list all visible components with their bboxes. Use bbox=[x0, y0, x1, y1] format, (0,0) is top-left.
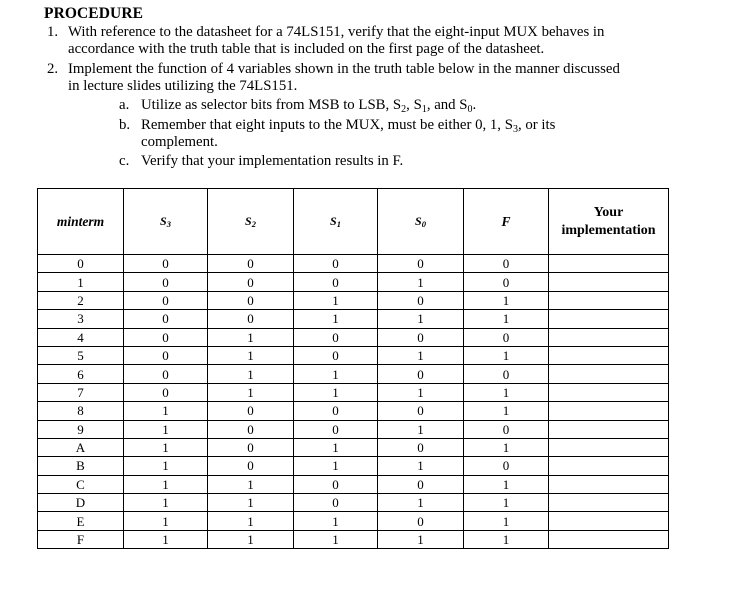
item-2-number: 2. bbox=[47, 61, 59, 77]
cell-s0: 0 bbox=[378, 402, 464, 420]
sub-item-b-line-1: Remember that eight inputs to the MUX, must be either 0, 1, $S_3$, or its bbox=[141, 117, 556, 135]
cell-f: 0 bbox=[464, 457, 549, 475]
cell-s2: 0 bbox=[208, 255, 294, 273]
cell-minterm: D bbox=[38, 494, 124, 512]
sub-item-b-line-2: complement. bbox=[141, 134, 218, 150]
cell-implementation[interactable] bbox=[549, 383, 669, 401]
cell-s0: 1 bbox=[378, 310, 464, 328]
cell-implementation[interactable] bbox=[549, 457, 669, 475]
cell-minterm: A bbox=[38, 438, 124, 456]
table-body bbox=[38, 255, 669, 549]
cell-minterm: 2 bbox=[38, 291, 124, 309]
table-row bbox=[38, 438, 669, 456]
cell-s2: 0 bbox=[208, 273, 294, 291]
cell-s3: 0 bbox=[124, 310, 208, 328]
cell-s1: 1 bbox=[294, 530, 378, 548]
cell-s0: 1 bbox=[378, 383, 464, 401]
cell-minterm: 4 bbox=[38, 328, 124, 346]
cell-f: 0 bbox=[464, 365, 549, 383]
cell-s2: 1 bbox=[208, 494, 294, 512]
cell-s1: 0 bbox=[294, 475, 378, 493]
cell-f: 1 bbox=[464, 346, 549, 364]
cell-minterm: 8 bbox=[38, 402, 124, 420]
cell-f: 0 bbox=[464, 255, 549, 273]
cell-f: 1 bbox=[464, 291, 549, 309]
section-title: PROCEDURE bbox=[44, 5, 144, 22]
cell-s3: 0 bbox=[124, 383, 208, 401]
table-row bbox=[38, 494, 669, 512]
cell-s0: 1 bbox=[378, 530, 464, 548]
sub-item-c-letter: c. bbox=[119, 153, 130, 169]
cell-minterm: F bbox=[38, 530, 124, 548]
cell-f: 1 bbox=[464, 383, 549, 401]
cell-s3: 1 bbox=[124, 438, 208, 456]
cell-minterm: 0 bbox=[38, 255, 124, 273]
cell-s1: 1 bbox=[294, 512, 378, 530]
cell-s1: 1 bbox=[294, 310, 378, 328]
table-row bbox=[38, 457, 669, 475]
cell-f: 1 bbox=[464, 475, 549, 493]
cell-minterm: 3 bbox=[38, 310, 124, 328]
cell-implementation[interactable] bbox=[549, 494, 669, 512]
cell-s0: 0 bbox=[378, 438, 464, 456]
table-row bbox=[38, 402, 669, 420]
cell-implementation[interactable] bbox=[549, 512, 669, 530]
cell-s0: 1 bbox=[378, 457, 464, 475]
cell-f: 1 bbox=[464, 512, 549, 530]
cell-s0: 0 bbox=[378, 291, 464, 309]
cell-minterm: B bbox=[38, 457, 124, 475]
cell-minterm: 1 bbox=[38, 273, 124, 291]
cell-s2: 1 bbox=[208, 512, 294, 530]
cell-s0: 0 bbox=[378, 512, 464, 530]
cell-s1: 1 bbox=[294, 291, 378, 309]
sub-item-b-letter: b. bbox=[119, 117, 131, 133]
cell-s0: 0 bbox=[378, 328, 464, 346]
cell-f: 1 bbox=[464, 530, 549, 548]
table-header-row bbox=[38, 189, 669, 255]
cell-implementation[interactable] bbox=[549, 255, 669, 273]
cell-implementation[interactable] bbox=[549, 475, 669, 493]
table-row bbox=[38, 273, 669, 291]
cell-s0: 0 bbox=[378, 255, 464, 273]
cell-s2: 0 bbox=[208, 402, 294, 420]
header-s1: $S_1$ bbox=[294, 189, 378, 255]
cell-s3: 1 bbox=[124, 475, 208, 493]
cell-s2: 0 bbox=[208, 457, 294, 475]
header-minterm: minterm bbox=[38, 189, 124, 255]
table-row bbox=[38, 475, 669, 493]
cell-s3: 1 bbox=[124, 494, 208, 512]
cell-s1: 0 bbox=[294, 273, 378, 291]
cell-s1: 0 bbox=[294, 420, 378, 438]
cell-s1: 1 bbox=[294, 365, 378, 383]
cell-minterm: E bbox=[38, 512, 124, 530]
cell-implementation[interactable] bbox=[549, 365, 669, 383]
cell-s1: 0 bbox=[294, 328, 378, 346]
cell-implementation[interactable] bbox=[549, 328, 669, 346]
cell-s0: 1 bbox=[378, 346, 464, 364]
cell-s3: 0 bbox=[124, 365, 208, 383]
header-your-implementation: Your implementation bbox=[549, 189, 669, 255]
cell-minterm: 9 bbox=[38, 420, 124, 438]
cell-s2: 1 bbox=[208, 383, 294, 401]
cell-s0: 0 bbox=[378, 475, 464, 493]
table-row bbox=[38, 365, 669, 383]
header-f: F bbox=[464, 189, 549, 255]
table-row bbox=[38, 530, 669, 548]
cell-implementation[interactable] bbox=[549, 291, 669, 309]
cell-s3: 1 bbox=[124, 402, 208, 420]
item-1-number: 1. bbox=[47, 24, 59, 40]
cell-s2: 1 bbox=[208, 530, 294, 548]
table-row bbox=[38, 346, 669, 364]
cell-s3: 0 bbox=[124, 273, 208, 291]
table-row bbox=[38, 383, 669, 401]
cell-implementation[interactable] bbox=[549, 530, 669, 548]
cell-s2: 0 bbox=[208, 291, 294, 309]
cell-s1: 1 bbox=[294, 457, 378, 475]
cell-implementation[interactable] bbox=[549, 420, 669, 438]
cell-s1: 1 bbox=[294, 383, 378, 401]
table-row bbox=[38, 328, 669, 346]
item-1-line-1: With reference to the datasheet for a 74LS151, verify that the eight-input MUX behaves in bbox=[68, 24, 605, 40]
header-s0: $S_0$ bbox=[378, 189, 464, 255]
cell-s1: 0 bbox=[294, 402, 378, 420]
table-row bbox=[38, 512, 669, 530]
cell-s3: 1 bbox=[124, 420, 208, 438]
sub-item-c-text: Verify that your implementation results in F. bbox=[141, 153, 404, 169]
cell-f: 1 bbox=[464, 402, 549, 420]
cell-s3: 0 bbox=[124, 291, 208, 309]
cell-f: 1 bbox=[464, 438, 549, 456]
cell-minterm: C bbox=[38, 475, 124, 493]
header-s3: $S_3$ bbox=[124, 189, 208, 255]
header-s2: $S_2$ bbox=[208, 189, 294, 255]
sub-item-a-text: Utilize as selector bits from MSB to LSB, $S_2$, $S_1$, and $S_0$. bbox=[141, 97, 477, 115]
item-2-line-1: Implement the function of 4 variables shown in the truth table below in the manner discussed bbox=[68, 61, 620, 77]
cell-s1: 1 bbox=[294, 438, 378, 456]
cell-implementation[interactable] bbox=[549, 310, 669, 328]
table-row bbox=[38, 255, 669, 273]
cell-s2: 1 bbox=[208, 346, 294, 364]
cell-implementation[interactable] bbox=[549, 438, 669, 456]
cell-f: 1 bbox=[464, 310, 549, 328]
cell-minterm: 7 bbox=[38, 383, 124, 401]
item-2-line-2: in lecture slides utilizing the 74LS151. bbox=[68, 78, 298, 94]
sub-item-a-letter: a. bbox=[119, 97, 130, 113]
cell-s3: 1 bbox=[124, 457, 208, 475]
truth-table bbox=[37, 188, 669, 549]
cell-s3: 0 bbox=[124, 255, 208, 273]
cell-s2: 1 bbox=[208, 328, 294, 346]
cell-s1: 0 bbox=[294, 494, 378, 512]
cell-s3: 1 bbox=[124, 530, 208, 548]
cell-minterm: 6 bbox=[38, 365, 124, 383]
cell-s3: 1 bbox=[124, 512, 208, 530]
cell-implementation[interactable] bbox=[549, 273, 669, 291]
cell-s3: 0 bbox=[124, 328, 208, 346]
cell-implementation[interactable] bbox=[549, 346, 669, 364]
cell-f: 0 bbox=[464, 420, 549, 438]
cell-s0: 1 bbox=[378, 494, 464, 512]
cell-s0: 0 bbox=[378, 365, 464, 383]
cell-s2: 0 bbox=[208, 310, 294, 328]
cell-implementation[interactable] bbox=[549, 402, 669, 420]
cell-f: 0 bbox=[464, 328, 549, 346]
cell-s2: 0 bbox=[208, 438, 294, 456]
cell-minterm: 5 bbox=[38, 346, 124, 364]
cell-s0: 1 bbox=[378, 420, 464, 438]
cell-s3: 0 bbox=[124, 346, 208, 364]
cell-s2: 1 bbox=[208, 365, 294, 383]
item-1-line-2: accordance with the truth table that is included on the first page of the datasheet. bbox=[68, 41, 545, 57]
cell-s1: 0 bbox=[294, 255, 378, 273]
cell-s0: 1 bbox=[378, 273, 464, 291]
table-row bbox=[38, 420, 669, 438]
cell-f: 0 bbox=[464, 273, 549, 291]
cell-s1: 0 bbox=[294, 346, 378, 364]
cell-s2: 0 bbox=[208, 420, 294, 438]
cell-f: 1 bbox=[464, 494, 549, 512]
table-row bbox=[38, 291, 669, 309]
cell-s2: 1 bbox=[208, 475, 294, 493]
table-row bbox=[38, 310, 669, 328]
